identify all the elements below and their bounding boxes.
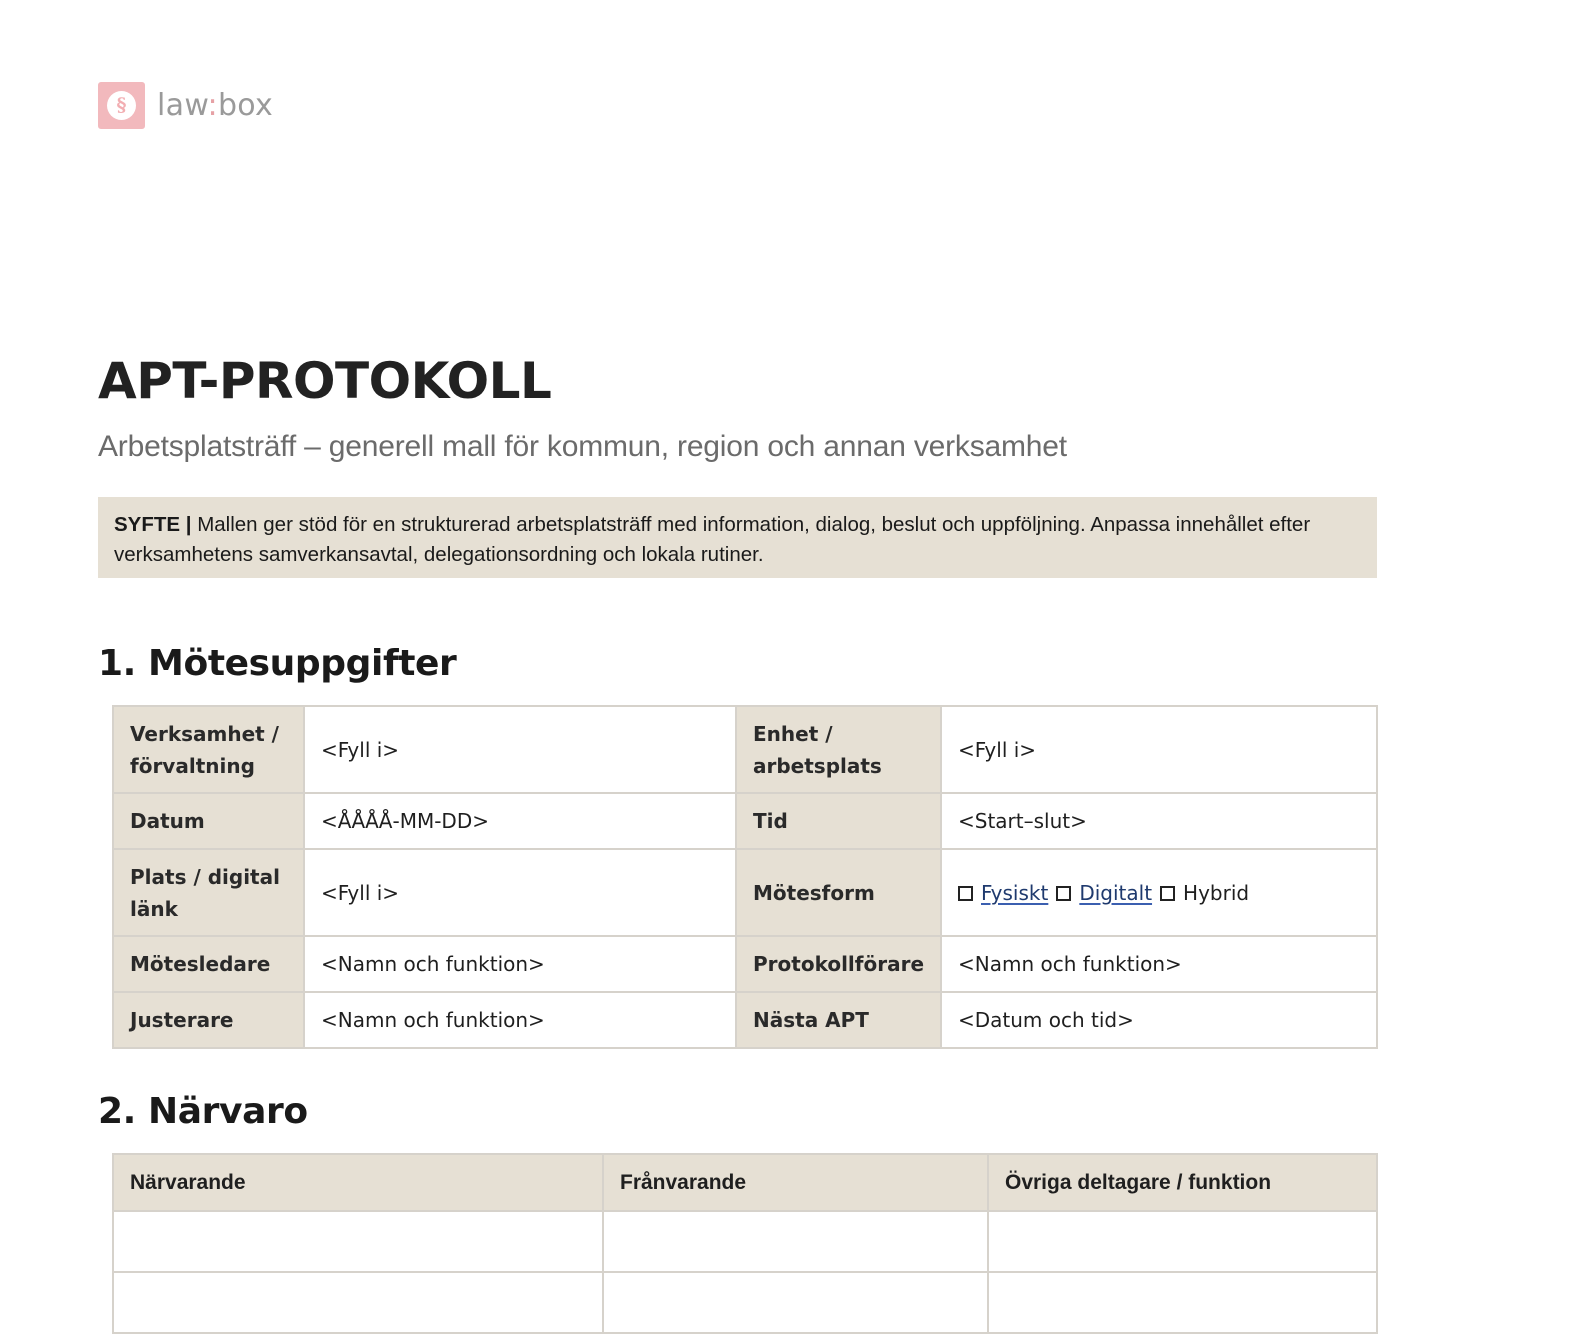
logo-text-right: box <box>217 88 274 123</box>
table-row <box>113 1211 1377 1272</box>
cell-franvarande[interactable] <box>603 1272 988 1333</box>
paragraph-icon <box>98 82 145 129</box>
document-subtitle: Arbetsplatsträff – generell mall för kommun, region och annan verksamhet <box>98 430 1067 463</box>
field-nasta-apt[interactable]: <Datum och tid> <box>941 992 1377 1048</box>
label-enhet: Enhet / arbetsplats <box>736 706 941 793</box>
field-datum[interactable]: <ÅÅÅÅ-MM-DD> <box>304 793 736 849</box>
label-protokollforare: Protokollförare <box>736 936 941 992</box>
table-row <box>113 793 1377 849</box>
option-hybrid-label: Hybrid <box>1183 880 1250 905</box>
field-verksamhet[interactable]: <Fyll i> <box>304 706 736 793</box>
cell-narvarande[interactable] <box>113 1272 603 1333</box>
label-motesledare: Mötesledare <box>113 936 304 992</box>
column-header-ovriga: Övriga deltagare / funktion <box>988 1154 1377 1211</box>
field-enhet[interactable]: <Fyll i> <box>941 706 1377 793</box>
field-plats[interactable]: <Fyll i> <box>304 849 736 936</box>
table-header-row <box>113 1154 1377 1211</box>
section-heading-attendance: 2. Närvaro <box>98 1091 308 1132</box>
cell-ovriga[interactable] <box>988 1272 1377 1333</box>
lawbox-logo <box>98 82 273 129</box>
meeting-form-options <box>958 881 1376 905</box>
checkbox-icon[interactable] <box>1160 886 1175 901</box>
table-row <box>113 1272 1377 1333</box>
section-heading-meeting-details: 1. Mötesuppgifter <box>98 643 457 684</box>
label-motesform: Mötesform <box>736 849 941 936</box>
meeting-details-table <box>112 705 1378 1049</box>
label-plats: Plats / digital länk <box>113 849 304 936</box>
logo-text-left: law <box>157 88 208 123</box>
document-title: APT-PROTOKOLL <box>98 352 552 410</box>
field-motesform <box>941 849 1377 936</box>
table-row <box>113 936 1377 992</box>
column-header-narvarande: Närvarande <box>113 1154 603 1211</box>
option-digitalt-label: Digitalt <box>1079 880 1153 905</box>
label-tid: Tid <box>736 793 941 849</box>
label-verksamhet: Verksamhet / förvaltning <box>113 706 304 793</box>
checkbox-icon[interactable] <box>1056 886 1071 901</box>
label-nasta-apt: Nästa APT <box>736 992 941 1048</box>
cell-narvarande[interactable] <box>113 1211 603 1272</box>
attendance-table <box>112 1153 1378 1334</box>
logo-wordmark <box>157 88 273 123</box>
label-datum: Datum <box>113 793 304 849</box>
field-motesledare[interactable]: <Namn och funktion> <box>304 936 736 992</box>
option-digitalt[interactable] <box>1056 881 1158 905</box>
logo-glyph: § <box>107 91 136 120</box>
purpose-text: Mallen ger stöd för en strukturerad arbetsplatsträff med information, dialog, beslut och uppföljning. Anpassa innehållet efter verksamhetens samverkansavtal, delegationsordning och lokala rutiner. <box>114 513 1311 566</box>
cell-franvarande[interactable] <box>603 1211 988 1272</box>
cell-ovriga[interactable] <box>988 1211 1377 1272</box>
table-row <box>113 706 1377 793</box>
table-row <box>113 849 1377 936</box>
purpose-label: SYFTE | <box>114 513 192 536</box>
label-justerare: Justerare <box>113 992 304 1048</box>
option-fysiskt-label: Fysiskt <box>981 880 1049 905</box>
field-justerare[interactable]: <Namn och funktion> <box>304 992 736 1048</box>
logo-text-colon: : <box>207 88 218 123</box>
field-tid[interactable]: <Start–slut> <box>941 793 1377 849</box>
table-row <box>113 992 1377 1048</box>
column-header-franvarande: Frånvarande <box>603 1154 988 1211</box>
purpose-box <box>98 497 1377 578</box>
option-fysiskt[interactable] <box>958 881 1054 905</box>
checkbox-icon[interactable] <box>958 886 973 901</box>
option-hybrid[interactable] <box>1160 881 1255 905</box>
field-protokollforare[interactable]: <Namn och funktion> <box>941 936 1377 992</box>
